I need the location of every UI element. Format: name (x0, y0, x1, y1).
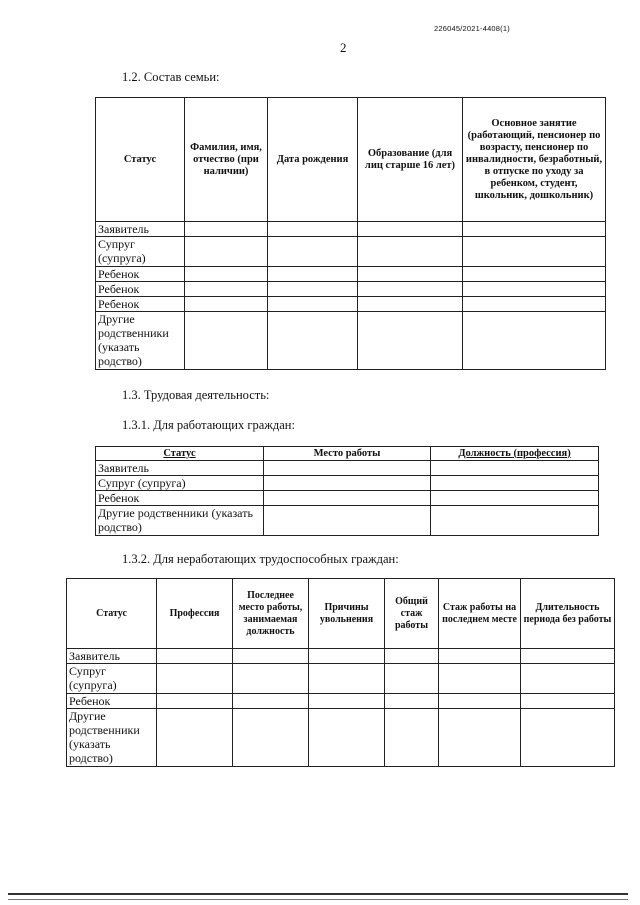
family-cell[interactable] (463, 267, 606, 282)
family-row-label: Другие родственники (указать родство) (96, 312, 185, 370)
working-header-position: Должность (профессия) (431, 447, 599, 461)
working-table (95, 446, 599, 536)
document-number: 226045/2021-4408(1) (434, 24, 510, 33)
nonworking-header-total-experience: Общий стаж работы (385, 579, 439, 649)
family-header-occupation: Основное занятие (работающий, пенсионер по возрасту, пенсионер по инвалидности, безработный, в отпуске по уходу за ребенком, студент, школьник, дошкольник) (463, 98, 606, 222)
family-cell[interactable] (268, 237, 358, 267)
nonworking-cell[interactable] (233, 709, 309, 767)
nonworking-row-label: Супруг (супруга) (67, 664, 157, 694)
nonworking-cell[interactable] (157, 664, 233, 694)
page-number: 2 (340, 40, 347, 55)
nonworking-cell[interactable] (385, 694, 439, 709)
family-row (96, 312, 606, 370)
nonworking-cell[interactable] (521, 664, 615, 694)
labor-heading: 1.3. Трудовая деятельность: (122, 388, 270, 402)
working-cell[interactable] (431, 476, 599, 491)
family-header-birthdate: Дата рождения (268, 98, 358, 222)
family-cell[interactable] (463, 312, 606, 370)
working-cell[interactable] (431, 506, 599, 536)
working-cell[interactable] (264, 461, 431, 476)
family-row (96, 282, 606, 297)
family-cell[interactable] (463, 222, 606, 237)
nonworking-cell[interactable] (157, 694, 233, 709)
working-header-workplace: Место работы (264, 447, 431, 461)
family-cell[interactable] (268, 312, 358, 370)
family-cell[interactable] (185, 222, 268, 237)
nonworking-cell[interactable] (157, 709, 233, 767)
working-row (96, 491, 599, 506)
family-row-label: Заявитель (96, 222, 185, 237)
family-cell[interactable] (358, 222, 463, 237)
family-cell[interactable] (358, 297, 463, 312)
nonworking-cell[interactable] (439, 694, 521, 709)
nonworking-header-dismissal-reason: Причины увольнения (309, 579, 385, 649)
nonworking-cell[interactable] (309, 709, 385, 767)
nonworking-header-unemployment-period: Длительность периода без работы (521, 579, 615, 649)
working-cell[interactable] (264, 491, 431, 506)
nonworking-table (66, 578, 615, 767)
family-cell[interactable] (463, 237, 606, 267)
family-cell[interactable] (185, 312, 268, 370)
family-row-label: Ребенок (96, 267, 185, 282)
working-cell[interactable] (264, 506, 431, 536)
family-header-education: Образование (для лиц старше 16 лет) (358, 98, 463, 222)
nonworking-cell[interactable] (439, 709, 521, 767)
working-cell[interactable] (431, 461, 599, 476)
working-cell[interactable] (264, 476, 431, 491)
family-table (95, 97, 606, 370)
family-row (96, 297, 606, 312)
nonworking-header-profession: Профессия (157, 579, 233, 649)
family-cell[interactable] (268, 267, 358, 282)
scan-edge-line (8, 893, 628, 895)
nonworking-row-label: Заявитель (67, 649, 157, 664)
nonworking-cell[interactable] (233, 694, 309, 709)
nonworking-row (67, 709, 615, 767)
nonworking-row-label: Другие родственники (указать родство) (67, 709, 157, 767)
family-cell[interactable] (358, 312, 463, 370)
family-header-row (96, 98, 606, 222)
nonworking-cell[interactable] (521, 709, 615, 767)
nonworking-heading: 1.3.2. Для неработающих трудоспособных граждан: (122, 552, 399, 566)
family-row-label: Супруг (супруга) (96, 237, 185, 267)
nonworking-cell[interactable] (309, 694, 385, 709)
family-cell[interactable] (463, 297, 606, 312)
nonworking-cell[interactable] (385, 664, 439, 694)
scan-edge-line (8, 899, 628, 900)
working-row (96, 476, 599, 491)
working-row-label: Заявитель (96, 461, 264, 476)
working-heading: 1.3.1. Для работающих граждан: (122, 418, 295, 432)
nonworking-row-label: Ребенок (67, 694, 157, 709)
nonworking-header-status: Статус (67, 579, 157, 649)
family-cell[interactable] (185, 297, 268, 312)
nonworking-header-last-experience: Стаж работы на последнем месте (439, 579, 521, 649)
nonworking-cell[interactable] (385, 649, 439, 664)
working-cell[interactable] (431, 491, 599, 506)
family-row-label: Ребенок (96, 282, 185, 297)
working-row (96, 461, 599, 476)
nonworking-cell[interactable] (309, 664, 385, 694)
family-header-fullname: Фамилия, имя, отчество (при наличии) (185, 98, 268, 222)
family-cell[interactable] (463, 282, 606, 297)
nonworking-cell[interactable] (521, 694, 615, 709)
working-header-row (96, 447, 599, 461)
nonworking-cell[interactable] (233, 649, 309, 664)
family-heading: 1.2. Состав семьи: (122, 70, 220, 84)
family-row-label: Ребенок (96, 297, 185, 312)
family-cell[interactable] (185, 267, 268, 282)
family-cell[interactable] (358, 237, 463, 267)
working-header-status: Статус (96, 447, 264, 461)
working-row-label: Супруг (супруга) (96, 476, 264, 491)
family-cell[interactable] (268, 282, 358, 297)
family-row (96, 267, 606, 282)
family-cell[interactable] (358, 267, 463, 282)
nonworking-cell[interactable] (439, 664, 521, 694)
nonworking-row (67, 664, 615, 694)
nonworking-cell[interactable] (521, 649, 615, 664)
family-header-status: Статус (96, 98, 185, 222)
nonworking-cell[interactable] (385, 709, 439, 767)
nonworking-row (67, 694, 615, 709)
family-cell[interactable] (185, 282, 268, 297)
nonworking-cell[interactable] (157, 649, 233, 664)
family-cell[interactable] (268, 222, 358, 237)
working-row-label: Ребенок (96, 491, 264, 506)
family-row (96, 237, 606, 267)
working-row-label: Другие родственники (указать родство) (96, 506, 264, 536)
nonworking-cell[interactable] (439, 649, 521, 664)
family-cell[interactable] (268, 297, 358, 312)
nonworking-header-row (67, 579, 615, 649)
nonworking-cell[interactable] (233, 664, 309, 694)
nonworking-cell[interactable] (309, 649, 385, 664)
nonworking-header-last-job: Последнее место работы, занимаемая должность (233, 579, 309, 649)
nonworking-row (67, 649, 615, 664)
family-row (96, 222, 606, 237)
family-cell[interactable] (185, 237, 268, 267)
family-cell[interactable] (358, 282, 463, 297)
working-row (96, 506, 599, 536)
